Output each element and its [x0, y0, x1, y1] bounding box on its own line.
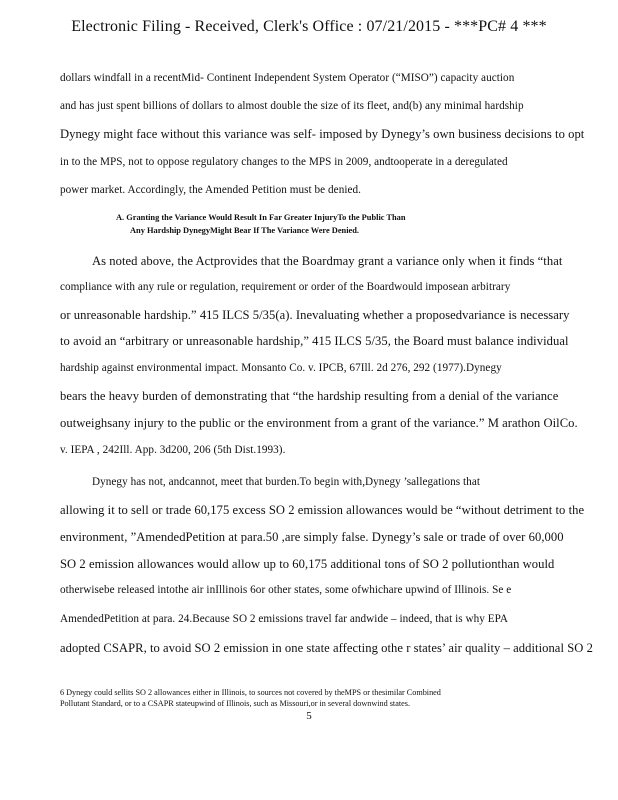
body-line: power market. Accordingly, the Amended Petition must be denied. — [60, 184, 361, 196]
body-line: otherwisebe released intothe air inIllinois 6or other states, some ofwhichare upwind of Illinois. Se e — [60, 584, 512, 596]
body-line: in to the MPS, not to oppose regulatory changes to the MPS in 2009, andtooperate in a deregulated — [60, 156, 508, 168]
body-line: hardship against environmental impact. Monsanto Co. v. IPCB, 67Ill. 2d 276, 292 (1977).Dynegy — [60, 362, 502, 374]
body-line: to avoid an “arbitrary or unreasonable hardship,” 415 ILCS 5/35, the Board must balance individual — [60, 334, 569, 348]
body-line: As noted above, the Actprovides that the Boardmay grant a variance only when it finds “that — [92, 254, 563, 268]
body-line: Dynegy might face without this variance was self- imposed by Dynegy’s own business decisions to opt — [60, 127, 585, 141]
body-line: SO 2 emission allowances would allow up to 60,175 additional tons of SO 2 pollutionthan would — [60, 557, 555, 571]
section-heading-line-2: Any Hardship DynegyMight Bear If The Variance Were Denied. — [130, 226, 360, 235]
body-line: outweighsany injury to the public or the environment from a grant of the variance.” M arathon OilCo. — [60, 416, 578, 430]
body-line: AmendedPetition at para. 24.Because SO 2 emissions travel far andwide – indeed, that is why EPA — [60, 613, 509, 625]
section-heading-line-1: A. Granting the Variance Would Result In Far Greater InjuryTo the Public Than — [116, 213, 406, 222]
footnote-line: 6 Dynegy could sellits SO 2 allowances either in Illinois, to sources not covered by theMPS or thesimilar Combined — [60, 688, 441, 697]
page-number: 5 — [306, 710, 312, 722]
body-line: adopted CSAPR, to avoid SO 2 emission in one state affecting othe r states’ air quality – additional SO 2 — [60, 641, 593, 655]
body-line: Dynegy has not, andcannot, meet that burden.To begin with,Dynegy ’sallegations that — [92, 476, 481, 488]
body-line: or unreasonable hardship.” 415 ILCS 5/35(a). Inevaluating whether a proposedvariance is necessary — [60, 308, 570, 322]
body-line: compliance with any rule or regulation, requirement or order of the Boardwould imposean arbitrary — [60, 281, 511, 293]
filing-header: Electronic Filing - Received, Clerk's Office : 07/21/2015 - ***PC# 4 *** — [71, 18, 547, 35]
footnote-line: Pollutant Standard, or to a CSAPR stateupwind of Illinois, such as Missouri,or in several downwind states. — [60, 699, 410, 708]
body-line: environment, ”AmendedPetition at para.50 ,are simply false. Dynegy’s sale or trade of over 60,000 — [60, 530, 564, 544]
body-line: and has just spent billions of dollars to almost double the size of its fleet, and(b) any minimal hardship — [60, 100, 524, 112]
body-line: bears the heavy burden of demonstrating that “the hardship resulting from a denial of the variance — [60, 389, 559, 403]
body-line: allowing it to sell or trade 60,175 excess SO 2 emission allowances would be “without detriment to the — [60, 503, 585, 517]
body-line: v. IEPA , 242Ill. App. 3d200, 206 (5th Dist.1993). — [60, 444, 286, 456]
body-line: dollars windfall in a recentMid- Continent Independent System Operator (“MISO”) capacity auction — [60, 72, 515, 84]
